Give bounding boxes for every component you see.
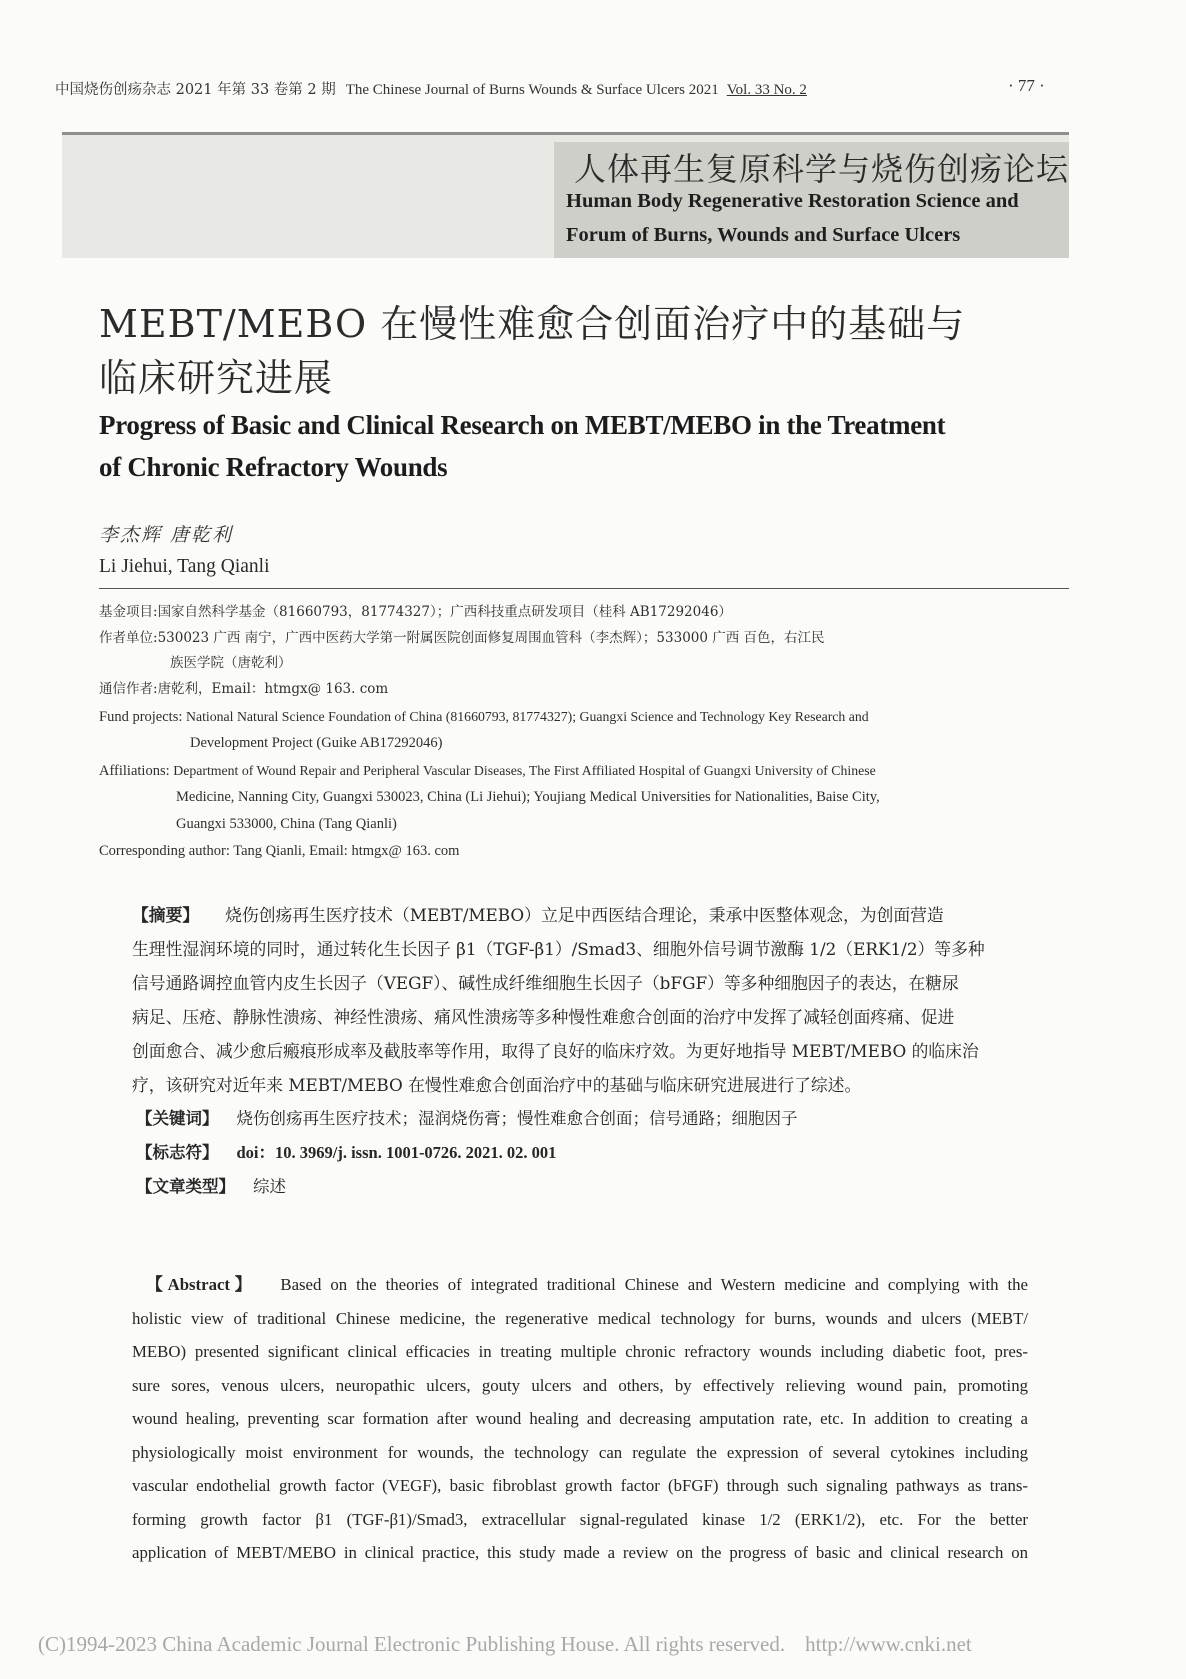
affiliation-en-label: Affiliations: (99, 763, 170, 779)
abstract-en-line-5: wound healing, preventing scar formation after wound healing and decreasing amputation rate, etc. In addition to creating a (132, 1409, 1028, 1428)
doi-text: doi：10. 3969/j. issn. 1001-0726. 2021. 02. 001 (236, 1143, 557, 1162)
page-number: · 77 · (1008, 76, 1045, 95)
journal-name-zh: 中国烧伤创疡杂志 2021 年第 33 卷第 2 期 (55, 82, 336, 98)
affiliation-en-line3: Guangxi 533000, China (Tang Qianli) (176, 816, 397, 832)
abstract-zh (132, 898, 1028, 1102)
abstract-en-line-8: forming growth factor β1 (TGF-β1)/Smad3, extracellular signal-regulated kinase 1/2 (ERK1/2), etc. For the better (132, 1509, 1028, 1529)
keywords-label: 【关键词】 (136, 1109, 219, 1128)
abstract-zh-line-4: 病足、压疮、静脉性溃疡、神经性溃疡、痛风性溃疡等多种慢性难愈合创面的治疗中发挥了减轻创面疼痛、促进 (132, 1007, 955, 1027)
cnki-link[interactable]: http://www.cnki.net (805, 1632, 972, 1656)
forum-banner-strip (62, 132, 1069, 135)
corresponding-en (99, 838, 459, 865)
fund-zh-text: 国家自然科学基金（81660793，81774327）；广西科技重点研发项目（桂科 AB17292046） (157, 604, 732, 620)
article-type-text: 综述 (253, 1177, 286, 1196)
forum-title-en-line1: Human Body Regenerative Restoration Science and (566, 190, 1019, 212)
article-title-zh-line1: MEBT/MEBO 在慢性难愈合创面治疗中的基础与 (99, 302, 966, 346)
abstract-en (132, 1268, 1028, 1570)
abstract-en-line-7: vascular endothelial growth factor (VEGF), basic fibroblast growth factor (bFGF) through such signaling pathways as trans- (132, 1476, 1028, 1495)
article-title-en (99, 404, 1059, 488)
article-type-label: 【文章类型】 (136, 1177, 235, 1196)
journal-volume: Vol. 33 No. 2 (726, 82, 807, 98)
affiliation-en-line2: Medicine, Nanning City, Guangxi 530023, China (Li Jiehui); Youjiang Medical Universities for Nationalities, Baise City, (176, 789, 880, 805)
authors-en: Li Jiehui, Tang Qianli (99, 556, 270, 577)
abstract-en-line-2: holistic view of traditional Chinese medicine, the regenerative medical technology for burns, wounds and ulcers (MEBT/ (132, 1308, 1028, 1328)
corresponding-zh (99, 677, 388, 702)
abstract-zh-line-6: 疗，该研究对近年来 MEBT/MEBO 在慢性难愈合创面治疗中的基础与临床研究进展进行了综述。 (132, 1075, 862, 1095)
article-title-zh-line2: 临床研究进展 (99, 356, 334, 400)
abstract-en-line-3: MEBO) presented significant clinical efficacies in treating multiple chronic refractory wounds including diabetic foot, pres- (132, 1342, 1028, 1361)
affiliation-en-line1: Department of Wound Repair and Peripheral Vascular Diseases, The First Affiliated Hospital of Guangxi University of Chinese (173, 763, 876, 778)
fund-en-label: Fund projects: (99, 709, 183, 725)
abstract-zh-line-3: 信号通路调控血管内皮生长因子（VEGF）、碱性成纤维细胞生长因子（bFGF）等多种细胞因子的表达，在糖尿 (132, 973, 959, 993)
abstract-en-label: 【Abstract】 (146, 1275, 257, 1294)
forum-title-zh: 人体再生复原科学与烧伤创疡论坛 (574, 150, 1070, 188)
authors-zh: 李杰辉 唐乾利 (99, 524, 234, 546)
affiliation-zh-line2: 族医学院（唐乾利） (170, 655, 292, 671)
running-header (55, 78, 1055, 99)
abstract-en-line-1 (132, 1268, 1028, 1302)
abstract-zh-text-1: 烧伤创疡再生医疗技术（MEBT/MEBO）立足中西医结合理论，秉承中医整体观念，为创面营造 (225, 905, 944, 925)
article-title-en-line2: of Chronic Refractory Wounds (99, 452, 448, 482)
keywords-text: 烧伤创疡再生医疗技术；湿润烧伤膏；慢性难愈合创面；信号通路；细胞因子 (236, 1109, 798, 1128)
copyright-text: (C)1994-2023 China Academic Journal Electronic Publishing House. All rights reserved. (38, 1632, 786, 1656)
corresponding-zh-label: 通信作者: (99, 681, 158, 697)
abstract-zh-line-2: 生理性湿润环境的同时，通过转化生长因子 β1（TGF-β1）/Smad3、细胞外信号调节激酶 1/2（ERK1/2）等多种 (132, 939, 985, 959)
article-title-en-line1: Progress of Basic and Clinical Research on MEBT/MEBO in the Treatment (99, 410, 946, 440)
corresponding-en-label: Corresponding author: (99, 843, 230, 859)
abstract-en-line-4: sure sores, venous ulcers, neuropathic ulcers, gouty ulcers and others, by effectively relieving wound pain, promoting (132, 1375, 1028, 1395)
author-divider (99, 588, 1069, 589)
abstract-en-line-9: application of MEBT/MEBO in clinical practice, this study made a review on the progress of basic and clinical research on (132, 1543, 1028, 1562)
affiliation-zh-line1: 530023 广西 南宁，广西中医药大学第一附属医院创面修复周围血管科（李杰辉）；533000 广西 百色，右江民 (157, 630, 825, 646)
affiliation-en (99, 757, 876, 785)
affiliation-zh (99, 626, 825, 651)
doi-row (136, 1136, 556, 1170)
forum-title-en-line2: Forum of Burns, Wounds and Surface Ulcers (566, 224, 961, 246)
fund-en (99, 703, 869, 731)
abstract-en-line-6: physiologically moist environment for wounds, the technology can regulate the expression of several cytokines including (132, 1442, 1028, 1462)
affiliation-zh-label: 作者单位: (99, 630, 158, 646)
journal-name-en: The Chinese Journal of Burns Wounds & Surface Ulcers 2021 (345, 82, 719, 98)
fund-en-line1: National Natural Science Foundation of China (81660793, 81774327); Guangxi Science and Technology Key Research and (186, 709, 869, 724)
abstract-zh-line-1 (132, 898, 1028, 932)
article-type-row (136, 1170, 286, 1204)
copyright-footer (38, 1632, 972, 1657)
doi-label: 【标志符】 (136, 1143, 219, 1162)
article-title-zh (99, 297, 1059, 405)
fund-en-line2: Development Project (Guike AB17292046) (190, 735, 443, 751)
fund-zh-label: 基金项目: (99, 604, 158, 620)
abstract-zh-label: 【摘要】 (132, 905, 200, 925)
keywords (136, 1102, 798, 1136)
abstract-zh-line-5: 创面愈合、减少愈后瘢痕形成率及截肢率等作用，取得了良好的临床疗效。为更好地指导 MEBT/MEBO 的临床治 (132, 1041, 979, 1061)
corresponding-zh-text: 唐乾利，Email：htmgx@ 163. com (157, 681, 389, 697)
corresponding-en-text: Tang Qianli, Email: htmgx@ 163. com (233, 843, 460, 859)
fund-zh (99, 600, 732, 625)
abstract-en-text-1: Based on the theories of integrated traditional Chinese and Western medicine and complying with the (280, 1275, 1028, 1294)
